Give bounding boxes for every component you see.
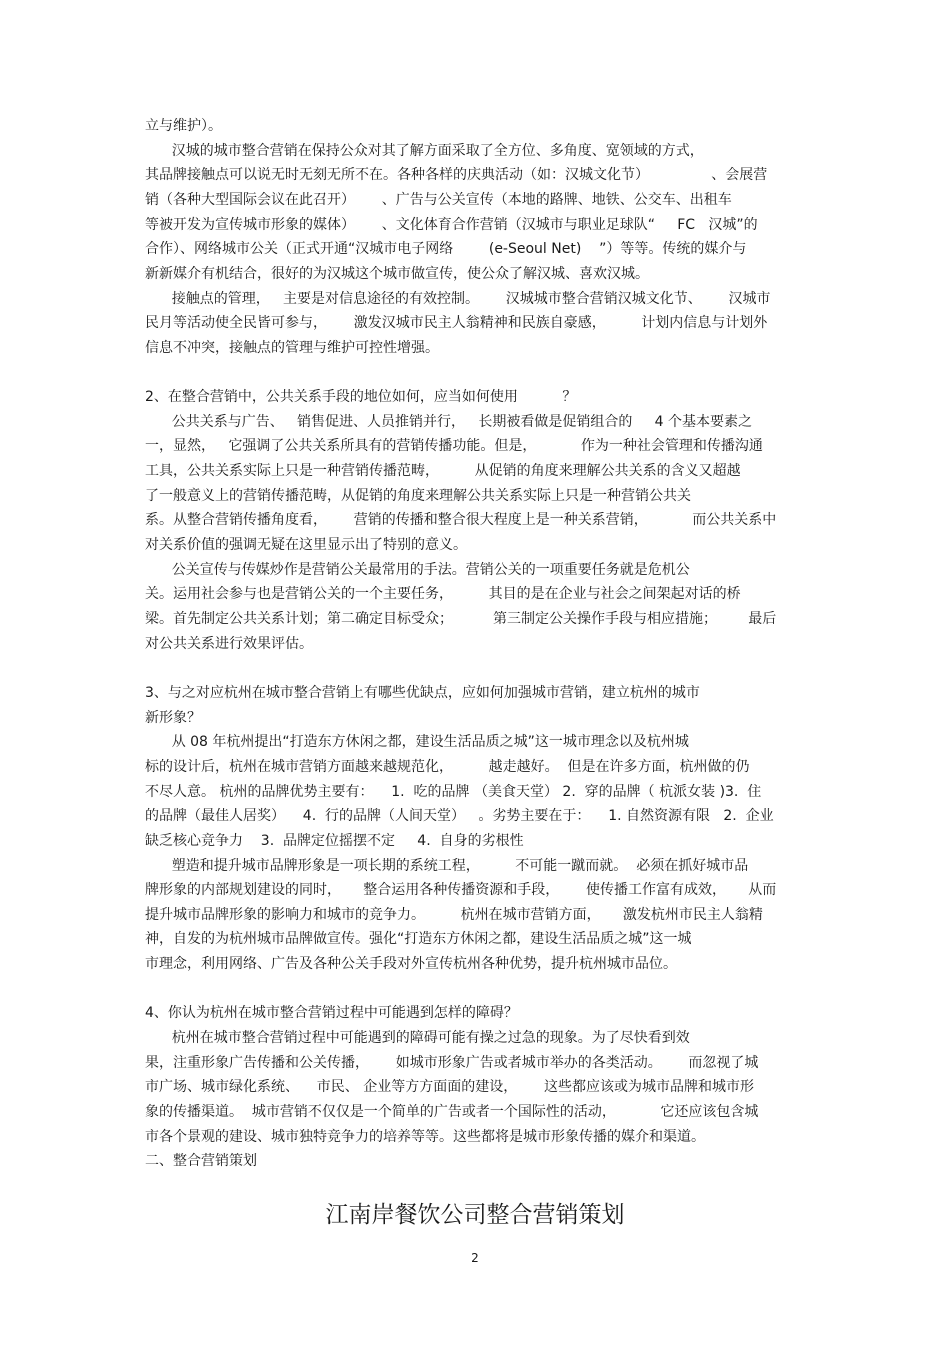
text-line: 工具，公共关系实际上只是一种营销传播范畴， 从促销的角度来理解公共关系的含义又超越 xyxy=(145,463,741,480)
text-line: 合作）、网络城市公关（正式开通“汉城市电子网络 (e-Seoul Net) ”）等等。传统的媒介与 xyxy=(145,241,747,258)
text-line: 标的设计后，杭州在城市营销方面越来越规范化， 越走越好。 但是在许多方面，杭州做的仍 xyxy=(145,758,750,775)
text-line: 杭州在城市整合营销过程中可能遇到的障碍可能有操之过急的现象。为了尽快看到效 xyxy=(145,1030,690,1047)
text-line: 2、在整合营销中，公共关系手段的地位如何，应当如何使用 ？ xyxy=(145,389,577,406)
text-line: 提升城市品牌形象的影响力和城市的竞争力。 杭州在城市营销方面， 激发杭州市民主人翁精 xyxy=(145,906,763,923)
text-line: 塑造和提升城市品牌形象是一项长期的系统工程， 不可能一蹴而就。 必须在抓好城市品 xyxy=(145,857,749,874)
text-line: 了一般意义上的营销传播范畴，从促销的角度来理解公共关系实际上只是一种营销公共关 xyxy=(145,487,691,504)
text-line: 牌形象的内部规划建设的同时， 整合运用各种传播资源和手段， 使传播工作富有成效， 从而 xyxy=(145,882,777,899)
text-line: 民月等活动使全民皆可参与， 激发汉城市民主人翁精神和民族自豪感， 计划内信息与计划外 xyxy=(145,315,768,332)
text-line: 的品牌（最佳人居奖） 4. 行的品牌（人间天堂） 。劣势主要在于： 1. 自然资源有限 2. 企业 xyxy=(145,808,774,825)
text-line: 新新媒介有机结合，很好的为汉城这个城市做宣传，使公众了解汉城、喜欢汉城。 xyxy=(145,265,649,282)
text-line: 二、整合营销策划 xyxy=(145,1153,257,1170)
text-line: 系。从整合营销传播角度看， 营销的传播和整合很大程度上是一种关系营销， 而公共关系中 xyxy=(145,512,777,529)
text-line: 市理念，利用网络、广告及各种公关手段对外宣传杭州各种优势，提升杭州城市品位。 xyxy=(145,956,677,973)
text-line: 信息不冲突，接触点的管理与维护可控性增强。 xyxy=(145,339,439,356)
text-line: 缺乏核心竞争力 3. 品牌定位摇摆不定 4. 自身的劣根性 xyxy=(145,832,524,849)
text-line: 公共关系与广告、 销售促进、人员推销并行， 长期被看做是促销组合的 4 个基本要素之 xyxy=(145,413,753,430)
text-line: 汉城的城市整合营销在保持公众对其了解方面采取了全方位、多角度、宽领域的方式， xyxy=(145,142,704,159)
text-line: 接触点的管理， 主要是对信息途径的有效控制。 汉城城市整合营销汉城文化节、 汉城市 xyxy=(145,290,771,307)
text-line: 公关宣传与传媒炒作是营销公关最常用的手法。营销公关的一项重要任务就是危机公 xyxy=(145,561,690,578)
text-line: 新形象？ xyxy=(145,709,201,726)
text-line: 立与维护）。 xyxy=(145,118,222,134)
page-number: 2 xyxy=(471,1251,479,1265)
text-line: 对公共关系进行效果评估。 xyxy=(145,635,313,652)
text-line: 市各个景观的建设、城市独特竞争力的培养等等。这些都将是城市形象传播的媒介和渠道。 xyxy=(145,1128,705,1145)
text-line: 3、与之对应杭州在城市整合营销上有哪些优缺点，应如何加强城市营销，建立杭州的城市 xyxy=(145,684,700,701)
text-line: 对关系价值的强调无疑在这里显示出了特别的意义。 xyxy=(145,537,467,554)
text-line: 不尽人意。 杭州的品牌优势主要有： 1. 吃的品牌 （美食天堂） 2. 穿的品牌（ 杭派女装 )3. 住 xyxy=(145,783,762,800)
text-line: 神，自发的为杭州城市品牌做宣传。强化“打造东方休闲之都，建设生活品质之城”这一城 xyxy=(145,931,692,948)
text-line: 4、你认为杭州在城市整合营销过程中可能遇到怎样的障碍？ xyxy=(145,1005,518,1022)
text-line: 其品牌接触点可以说无时无刻无所不在。各种各样的庆典活动（如：汉城文化节） 、会展营 xyxy=(145,167,768,184)
text-line: 关。运用社会参与也是营销公关的一个主要任务， 其目的是在企业与社会之间架起对话的桥 xyxy=(145,586,741,603)
text-line: 一，显然， 它强调了公共关系所具有的营销传播功能。但是， 作为一种社会管理和传播沟通 xyxy=(145,438,763,455)
text-line: 梁。首先制定公共关系计划；第二确定目标受众； 第三制定公关操作手段与相应措施； 最后 xyxy=(145,611,777,627)
section-title: 江南岸餐饮公司整合营销策划 xyxy=(325,1202,625,1228)
text-line: 果，注重形象广告传播和公关传播， 如城市形象广告或者城市举办的各类活动。 而忽视了城 xyxy=(145,1054,759,1071)
text-line: 从 08 年杭州提出“打造东方休闲之都，建设生活品质之城”这一城市理念以及杭州城 xyxy=(145,734,689,751)
text-line: 销（各种大型国际会议在此召开） 、广告与公关宣传（本地的路牌、地铁、公交车、出租车 xyxy=(145,191,732,208)
text-line: 象的传播渠道。 城市营销不仅仅是一个简单的广告或者一个国际性的活动， 它还应该包含城 xyxy=(145,1104,759,1120)
text-line: 市广场、城市绿化系统、 市民、 企业等方方面面的建设， 这些都应该或为城市品牌和城市形 xyxy=(145,1079,754,1096)
text-line: 等被开发为宣传城市形象的媒体） 、文化体育合作营销（汉城市与职业足球队“ FC 汉城”的 xyxy=(145,216,758,233)
